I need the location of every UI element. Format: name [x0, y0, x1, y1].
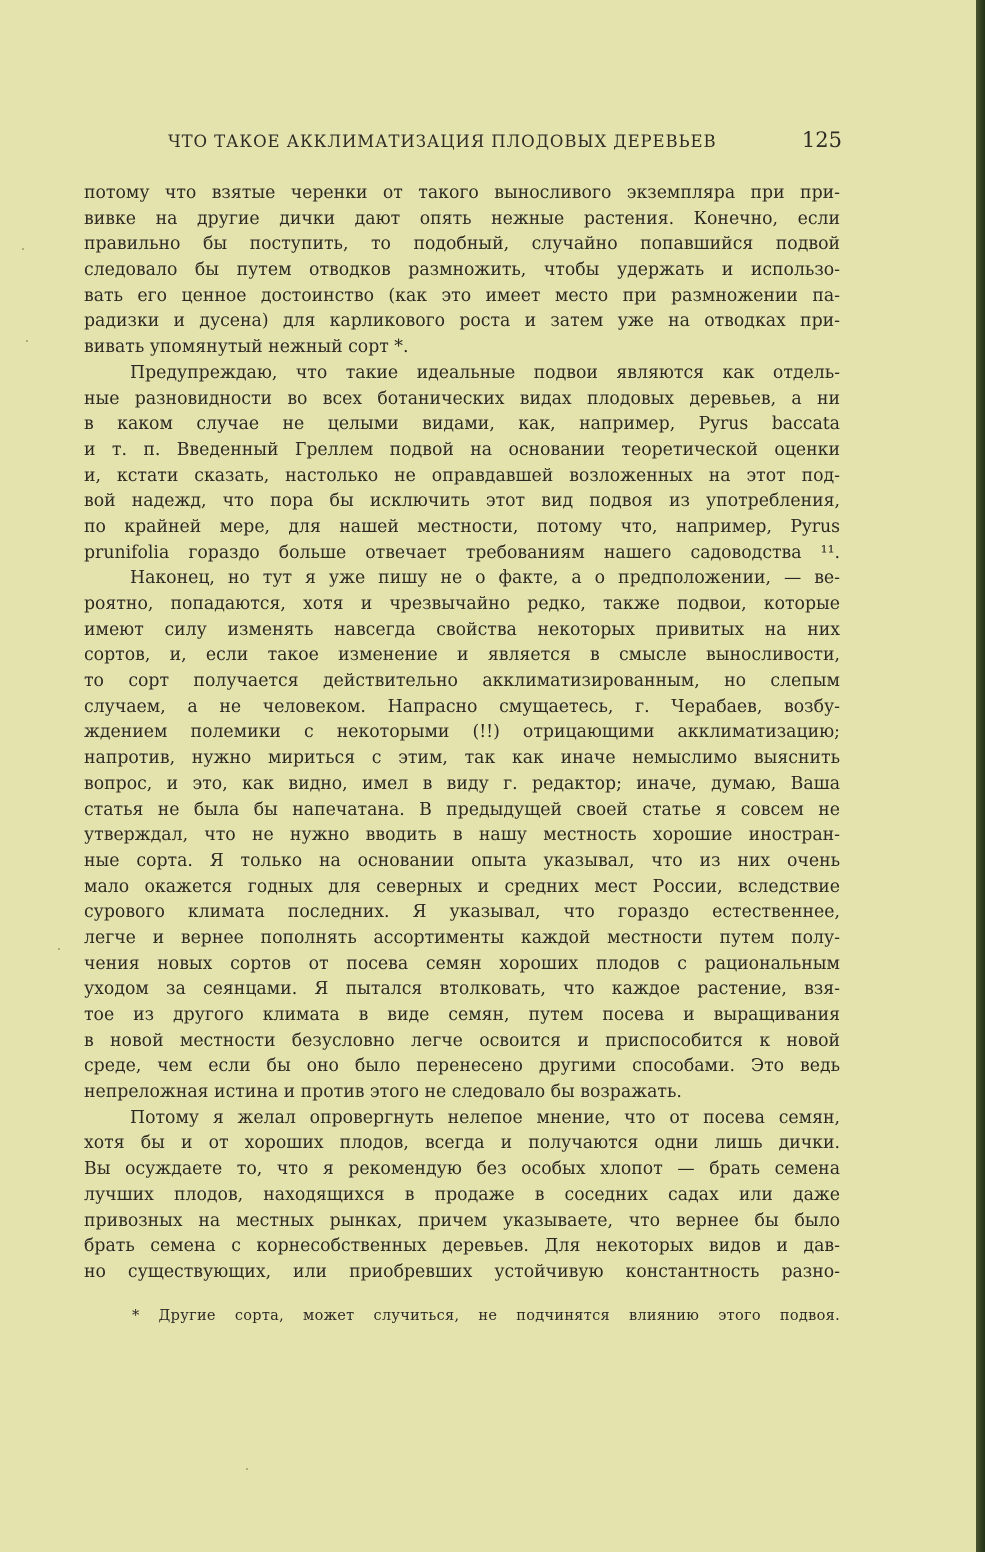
text-line: привозных на местных рынках, причем указываете, что вернее бы было — [84, 1210, 840, 1231]
text-line: напротив, нужно мириться с этим, так как иначе немыслимо выяснить — [84, 748, 840, 769]
text-line: мало окажется годных для северных и средних мест России, вследствие — [84, 876, 840, 897]
text-line: и, кстати сказать, настолько не оправдавшей возложенных на этот под- — [84, 465, 840, 486]
speck — [22, 248, 24, 250]
text-line: prunifolia гораздо больше отвечает требованиям нашего садоводства ¹¹. — [84, 542, 840, 563]
text-line: правильно бы поступить, то подобный, случайно попавшийся подвой — [84, 234, 840, 255]
page-number: 125 — [801, 128, 842, 152]
text-line: вопрос, и это, как видно, имел в виду г. редактор; иначе, думаю, Ваша — [84, 773, 840, 794]
text-line: следовало бы путем отводков размножить, чтобы удержать и использо- — [84, 260, 840, 281]
text-line: Наконец, но тут я уже пишу не о факте, а о предположении, — ве- — [130, 568, 840, 589]
text-line: легче и вернее пополнять ассортименты каждой местности путем полу- — [84, 927, 840, 948]
text-line: имеют силу изменять навсегда свойства некоторых привитых на них — [84, 619, 840, 640]
text-line: чения новых сортов от посева семян хороших плодов с рациональным — [84, 953, 840, 974]
text-line: в новой местности безусловно легче освоится и приспособится к новой — [84, 1030, 840, 1051]
speck — [58, 948, 60, 950]
text-line: Потому я желал опровергнуть нелепое мнение, что от посева семян, — [130, 1107, 840, 1128]
text-line: Предупреждаю, что такие идеальные подвои являются как отдель- — [130, 362, 840, 383]
text-line: вой надежд, что пора бы исключить этот вид подвоя из употребления, — [84, 491, 840, 512]
text-line: но существующих, или приобревших устойчивую константность разно- — [84, 1261, 840, 1282]
text-line: и т. п. Введенный Греллем подвой на основании теоретической оценки — [84, 439, 840, 460]
text-line: вать его ценное достоинство (как это имеет место при размножении па- — [84, 285, 840, 306]
speck — [26, 340, 28, 342]
text-line: статья не была бы напечатана. В предыдущей своей статье я совсем не — [84, 799, 840, 820]
text-line: уходом за сеянцами. Я пытался втолковать, что каждое растение, взя- — [84, 979, 840, 1000]
text-line: вивке на другие дички дают опять нежные растения. Конечно, если — [84, 208, 840, 229]
text-line: утверждал, что не нужно вводить в нашу местность хорошие иностран- — [84, 825, 840, 846]
text-line: ные разновидности во всех ботанических видах плодовых деревьев, а ни — [84, 388, 840, 409]
text-line: радизки и дусена) для карликового роста и затем уже на отводках при- — [84, 311, 840, 332]
text-line: ждением полемики с некоторыми (!!) отрицающими акклиматизацию; — [84, 722, 840, 743]
text-line: в каком случае не целыми видами, как, например, Pyrus baccata — [84, 414, 840, 435]
text-line: брать семена с корнесобственных деревьев. Для некоторых видов и дав- — [84, 1236, 840, 1257]
text-line: среде, чем если бы оно было перенесено другими способами. Это ведь — [84, 1056, 840, 1077]
book-edge-shadow — [976, 0, 985, 1552]
text-line: ные сорта. Я только на основании опыта указывал, что из них очень — [84, 850, 840, 871]
body-text — [84, 181, 840, 1286]
speck — [246, 1468, 248, 1470]
text-line: хотя бы и от хороших плодов, всегда и получаются одни лишь дички. — [84, 1133, 840, 1154]
text-line: случаем, а не человеком. Напрасно смущаетесь, г. Черабаев, возбу- — [84, 696, 840, 717]
text-line: потому что взятые черенки от такого выносливого экземпляра при при- — [84, 183, 840, 203]
running-title: ЧТО ТАКОЕ АККЛИМАТИЗАЦИЯ ПЛОДОВЫХ ДЕРЕВЬЕВ — [168, 132, 717, 151]
text-line: роятно, попадаются, хотя и чрезвычайно редко, также подвои, которые — [84, 594, 840, 614]
text-line: сурового климата последних. Я указывал, что гораздо естественнее, — [84, 902, 840, 923]
text-line: непреложная истина и против этого не следовало бы возражать. — [84, 1082, 682, 1103]
text-line: по крайней мере, для нашей местности, потому что, например, Pyrus — [84, 516, 840, 537]
text-line: то сорт получается действительно акклиматизированным, но слепым — [84, 671, 840, 692]
text-line: вивать упомянутый нежный сорт *. — [84, 337, 409, 358]
text-line: тое из другого климата в виде семян, путем посева и выращивания — [84, 1005, 840, 1025]
footnote: * Другие сорта, может случиться, не подчинятся влиянию этого подвоя. — [132, 1308, 840, 1324]
running-header — [168, 128, 844, 156]
text-line: Вы осуждаете то, что я рекомендую без особых хлопот — брать семена — [84, 1159, 840, 1180]
text-line: сортов, и, если такое изменение и является в смысле выносливости, — [84, 645, 840, 666]
text-line: лучших плодов, находящихся в продаже в соседних садах или даже — [84, 1184, 840, 1205]
